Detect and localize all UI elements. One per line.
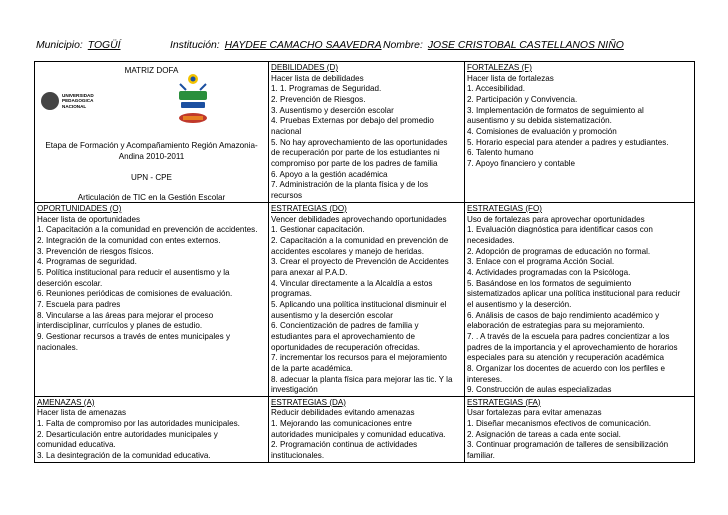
list-item: 7. Escuela para padres [37,299,121,309]
list-item: 2. Programación continua de actividades [271,440,418,450]
university-logo [41,90,97,114]
list-item: autoridades municipales y comunidad educativa. [271,429,446,439]
list-item: 5. No hay aprovechamiento de las oportunidades [271,137,448,147]
list-item: oportunidades de recuperación ofrecidas. [271,342,420,352]
list-item: nacional [271,126,302,136]
list-item: 3. Prevención de riesgos físicos. [37,246,154,256]
list-item: sistematizados aplicar una política institucional para reducir [467,289,681,299]
estrategias-do-subtitle: Vencer debilidades aprovechando oportunidades [271,214,447,224]
list-item: 9. Construcción de aulas especializadas [467,385,612,395]
list-item: ausentismo y la deserción escolar [271,310,393,320]
list-item: 9. Gestionar recursos a través de entes municipales y [37,331,230,341]
list-item: 2. Participación y Convivencia. [467,94,578,104]
upn-label: UPN - CPE [131,173,172,182]
list-item: 5. Basándose en los formatos de seguimiento [467,278,632,288]
list-item: intereses. [467,374,503,384]
list-item: 4. Pruebas Externas por debajo del promedio [271,116,434,126]
estrategias-fa-cell [465,396,695,462]
list-item: el ausentismo y la deserción. [467,299,572,309]
list-item: 6. Reuniones periódicas de comisiones de evaluación. [37,289,233,299]
institucion-value: HAYDEE CAMACHO SAAVEDRA [224,40,382,51]
estrategias-fa-title: ESTRATEGIAS (FA) [467,397,541,407]
list-item: 5. Aplicando una política institucional disminuir el [271,299,447,309]
estrategias-fo-cell [465,203,695,397]
list-item: 7. . A través de la escuela para padres concientizar a los [467,331,670,341]
list-item: 4. Programas de seguridad. [37,257,137,267]
oportunidades-title: OPORTUNIDADES (O) [37,204,122,213]
list-item: 2. Capacitación a la comunidad en prevención de [271,235,449,245]
list-item: 1. Mejorando las comunicaciones entre [271,419,412,429]
list-item: 2. Adopción de programas de educación no formal. [467,246,651,256]
list-item: de la parte académica. [271,363,353,373]
list-item: 3. Continuar programación de talleres de sensibilización [467,440,669,450]
debilidades-title: DEBILIDADES (D) [271,63,339,72]
list-item: 1. Accesibilidad. [467,84,526,94]
estrategias-do-title: ESTRATEGIAS (DO) [271,204,347,213]
matrix-title: MATRIZ DOFA [124,66,179,75]
computadores-para-educar-logo [173,70,213,132]
list-item: 1. Gestionar capacitación. [271,225,365,235]
list-item: 1. Falta de compromiso por las autoridades municipales. [37,419,240,429]
list-item: elaboración de estrategias para su mejoramiento. [467,321,645,331]
estrategias-do-cell [269,203,465,397]
debilidades-cell [269,62,465,203]
list-item: 4. Comisiones de evaluación y promoción [467,126,617,136]
fortalezas-subtitle: Hacer lista de fortalezas [467,73,554,83]
list-item: 6. Concientización de padres de familia y [271,321,419,331]
list-item: 2. Integración de la comunidad con entes externos. [37,235,221,245]
list-item: 8. Vincularse a las áreas para mejorar el proceso [37,310,214,320]
list-item: nacionales. [37,342,78,352]
list-item: 3. Crear el proyecto de Prevención de Accidentes [271,257,449,267]
list-item: 6. Talento humano [467,148,534,158]
list-item: 1. Diseñar mecanismos efectivos de comunicación. [467,419,651,429]
list-item: 8. adecuar la planta física para mejorar las tic. Y la [271,374,453,384]
list-item: 4. Vincular directamente a la Alcaldía a estos [271,278,433,288]
list-item: 7. Administración de la planta física y de los [271,180,429,190]
list-item: 8. Organizar los docentes de acuerdo con los perfiles e [467,363,665,373]
list-item: de recuperación por parte de los estudiantes ni [271,148,440,158]
list-item: 1. Evaluación diagnóstica para identificar casos con [467,225,653,235]
university-logo-text: UNIVERSIDAD PEDAGOGICA NACIONAL [62,93,94,109]
list-item: especiales para su atención y recuperación académica [467,353,665,363]
nombre-value: JOSE CRISTOBAL CASTELLANOS NIÑO [427,40,624,51]
list-item: necesidades. [467,235,515,245]
articulacion-label: Articulación de TIC en la Gestión Escolar [77,193,226,202]
estrategias-da-subtitle: Reducir debilidades evitando amenazas [271,408,415,418]
list-item: padres de la importancia y el aprovechamiento de horarios [467,342,678,352]
estrategias-fo-subtitle: Uso de fortalezas para aprovechar oportunidades [467,214,645,224]
list-item: 2. Desarticulación entre autoridades municipales y [37,429,218,439]
list-item: 2. Prevención de Riesgos. [271,94,366,104]
matrix-info-cell [35,62,269,203]
list-item: comunidad educativa. [37,440,116,450]
municipio-field [36,40,121,51]
list-item: 3. La desintegración de la comunidad educativa. [37,451,211,461]
list-item: 1. 1. Programas de Seguridad. [271,84,382,94]
list-item: 3. Ausentismo y deserción escolar [271,105,394,115]
municipio-value: TOGÜÍ [87,40,121,51]
list-item: 1. Capacitación a la comunidad en prevención de accidentes. [37,225,258,235]
list-item: 6. Apoyo a la gestión académica [271,169,388,179]
list-item: interdisciplinar, currículos y planes de estudio. [37,321,203,331]
list-item: 4. Actividades programadas con la Psicóloga. [467,267,631,277]
dofa-matrix-table [34,61,695,463]
oportunidades-subtitle: Hacer lista de oportunidades [37,214,141,224]
list-item: 5. Política institucional para reducir el ausentismo y la [37,267,230,277]
estrategias-da-cell [269,396,465,462]
fortalezas-cell [465,62,695,203]
list-item: ausentismo y su debida sistematización. [467,116,612,126]
etapa-line-1: Etapa de Formación y Acompañamiento Región Amazonia- [45,141,258,150]
etapa-line-2: Andina 2010-2011 [118,152,185,161]
list-item: accidentes escolares y manejo de heridas. [271,246,424,256]
amenazas-title: AMENAZAS (A) [37,397,95,407]
list-item: institucionales. [271,451,325,461]
estrategias-fa-subtitle: Usar fortalezas para evitar amenazas [467,408,602,418]
estrategias-fo-title: ESTRATEGIAS (FO) [467,204,542,213]
list-item: 3. Enlace con el programa Acción Social. [467,257,615,267]
list-item: 6. Análisis de casos de bajo rendimiento académico y [467,310,660,320]
amenazas-subtitle: Hacer lista de amenazas [37,408,127,418]
institucion-label: Institución: [170,40,220,51]
municipio-label: Municipio: [36,40,83,51]
list-item: programas. [271,289,312,299]
nombre-field [383,40,624,51]
list-item: familiar. [467,451,495,461]
list-item: 2. Asignación de tareas a cada ente social. [467,429,621,439]
institucion-field [170,40,382,51]
debilidades-subtitle: Hacer lista de debilidades [271,73,364,83]
list-item: 7. Apoyo financiero y contable [467,158,575,168]
amenazas-cell [35,396,269,462]
estrategias-da-title: ESTRATEGIAS (DA) [271,397,346,407]
list-item: investigación [271,385,318,395]
list-item: recursos [271,190,303,200]
list-item: 3. Implementación de formatos de seguimiento al [467,105,644,115]
list-item: 7. incrementar los recursos para el mejoramiento [271,353,447,363]
list-item: deserción escolar. [37,278,103,288]
oportunidades-cell [35,203,269,397]
list-item: compromiso por parte de los padres de familia [271,158,438,168]
list-item: estudiantes para el aprovechamiento de [271,331,415,341]
university-seal-icon [41,92,59,110]
nombre-label: Nombre: [383,40,423,51]
list-item: para anexar al P.A.D. [271,267,348,277]
fortalezas-title: FORTALEZAS (F) [467,63,532,72]
list-item: 5. Horario especial para atender a padres y estudiantes. [467,137,669,147]
